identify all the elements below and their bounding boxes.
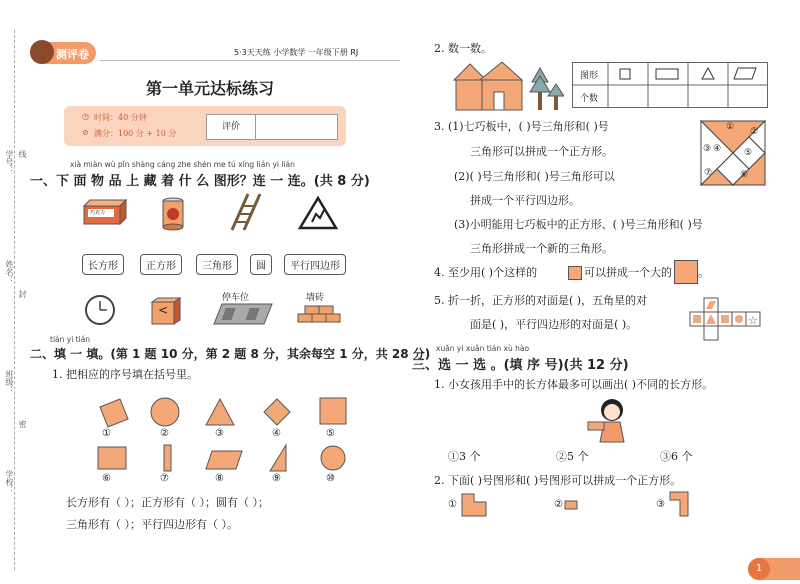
wall-bricks-icon xyxy=(296,302,344,324)
fill-line-1[interactable]: 长方形有（ ）；正方形有（ ）；圆有（ ）； xyxy=(66,496,269,509)
badge xyxy=(30,42,96,64)
s1-pinyin: xià miàn wù pǐn shàng cáng zhe shén me tú xíng lián yi lián xyxy=(70,160,295,169)
parking-label: 停车位 xyxy=(222,293,250,303)
q4-text-b: 可以拼成一个大的 xyxy=(584,266,672,279)
parking-lot-icon xyxy=(212,302,274,326)
page-title: 第一单元达标练习 xyxy=(146,79,275,98)
q3-line-6: 三角形拼成一个新的三角形。 xyxy=(470,242,613,255)
s3-q1[interactable]: 1. 小女孩用手中的长方体最多可以画出( )不同的长方形。 xyxy=(434,378,714,391)
count-table xyxy=(572,62,768,108)
can-icon xyxy=(160,196,186,232)
wall-brick-label: 墙砖 xyxy=(306,293,325,303)
girl-with-block-icon xyxy=(586,396,632,444)
num-10: ⑩ xyxy=(326,473,335,484)
mascot-icon xyxy=(30,40,54,64)
school-label: 学校： xyxy=(5,470,14,494)
badge-label: 测评卷 xyxy=(56,48,89,61)
tan-3: ③ xyxy=(703,144,712,154)
num-9: ⑨ xyxy=(272,473,281,484)
tan-5: ⑤ xyxy=(744,148,753,158)
label-rectangle[interactable]: 长方形 xyxy=(82,254,124,275)
num-3: ③ xyxy=(215,428,224,439)
s3-q2[interactable]: 2. 下面( )号图形和( )号图形可以拼成一个正方形。 xyxy=(434,474,682,487)
num-7: ⑦ xyxy=(160,473,169,484)
header-rule xyxy=(100,60,400,61)
table-header-count: 个数 xyxy=(580,94,599,104)
cut-mark-2: 封 xyxy=(18,290,27,298)
s2-pinyin: tián yi tián xyxy=(50,335,91,344)
choice-2-label[interactable]: ② xyxy=(554,499,563,510)
num-5: ⑤ xyxy=(326,428,335,439)
q3-line-4: 拼成一个平行四边形。 xyxy=(470,194,580,207)
q3-line-2: 三角形可以拼成一个正方形。 xyxy=(470,145,613,158)
q3-line-1[interactable]: 3. (1)七巧板中，( )号三角形和( )号 xyxy=(434,120,609,133)
q5-line-2[interactable]: 面是( )，平行四边形的对面是( )。 xyxy=(470,318,638,331)
evaluation-label: 评价 xyxy=(207,115,256,139)
choice-1-label[interactable]: ① xyxy=(448,499,457,510)
chocolate-label: 巧克力 xyxy=(90,210,106,216)
svg-text:☆: ☆ xyxy=(748,314,758,327)
num-2: ② xyxy=(160,428,169,439)
q4-text-a[interactable]: 4. 至少用( )个这样的 xyxy=(434,266,538,279)
s2-q1: 1. 把相应的序号填在括号里。 xyxy=(52,368,198,381)
tan-2: ② xyxy=(750,127,759,137)
full-score: 满分：100 分 + 10 分 xyxy=(94,129,177,138)
q3-line-5[interactable]: (3)小明能用七巧板中的正方形、( )号三角形和( )号 xyxy=(454,218,703,231)
choice-3-label[interactable]: ③ xyxy=(656,499,665,510)
choice-3-shape xyxy=(668,490,690,518)
page-number: 1 xyxy=(748,558,770,580)
tan-6: ⑥ xyxy=(740,170,749,180)
clock-icon: ◷ xyxy=(82,112,89,121)
option-3[interactable]: ③6 个 xyxy=(660,450,693,463)
label-circle[interactable]: 圆 xyxy=(250,254,272,275)
ladder-icon xyxy=(228,192,264,232)
cut-mark-3: 密 xyxy=(18,420,27,428)
q3-line-3[interactable]: (2)( )号三角形和( )号三角形可以 xyxy=(454,170,615,183)
time-limit: 时间：40 分钟 xyxy=(94,113,147,122)
q2-title: 2. 数一数。 xyxy=(434,42,492,55)
cube-net-icon xyxy=(686,296,766,344)
name-label: 姓名： xyxy=(5,260,14,284)
info-box xyxy=(64,106,346,146)
small-square-icon xyxy=(568,266,582,280)
label-triangle[interactable]: 三角形 xyxy=(196,254,238,275)
q4-text-c: 。 xyxy=(698,266,709,279)
large-square-icon xyxy=(674,260,698,284)
section-2-title: 二、填 一 填。(第 1 题 10 分，第 2 题 8 分，其余每空 1 分，共 28 分) xyxy=(30,347,431,361)
series-info: 5·3天天练 小学数学 一年级下册 RJ xyxy=(234,48,359,57)
num-8: ⑧ xyxy=(215,473,224,484)
option-1[interactable]: ①3 个 xyxy=(448,450,481,463)
choice-1-shape xyxy=(460,492,490,518)
section-3-title: 三、选 一 选 。(填 序 号)(共 12 分) xyxy=(412,358,629,373)
section-1-title: 一、下 面 物 品 上 藏 着 什 么 图形？连 一 连。(共 8 分) xyxy=(30,174,370,189)
fill-line-2[interactable]: 三角形有（ ）；平行四边形有（ ）。 xyxy=(66,518,238,531)
q5-line-1[interactable]: 5. 折一折，正方形的对面是( )，五角星的对 xyxy=(434,294,648,307)
num-1: ① xyxy=(102,428,111,439)
shapes-1-10 xyxy=(90,395,360,485)
label-parallelogram[interactable]: 平行四边形 xyxy=(284,254,346,275)
option-2[interactable]: ②5 个 xyxy=(556,450,589,463)
table-header-shape: 图形 xyxy=(580,71,599,81)
num-4: ④ xyxy=(272,428,281,439)
cut-mark-1: 线 xyxy=(18,150,27,158)
score-icon: ⊘ xyxy=(82,128,89,137)
s3-pinyin: xuǎn yi xuǎn tián xù hào xyxy=(436,344,530,353)
num-6: ⑥ xyxy=(102,473,111,484)
tan-4: ④ xyxy=(713,144,722,154)
house-and-trees-icon xyxy=(452,62,564,112)
clock-face-icon xyxy=(84,294,116,326)
tan-7: ⑦ xyxy=(704,168,713,178)
evaluation-field[interactable] xyxy=(206,114,338,140)
traffic-sign-icon xyxy=(298,196,338,230)
cube-mark: < xyxy=(158,303,169,317)
class-label: 班级： xyxy=(5,370,14,394)
tan-1: ① xyxy=(726,122,735,132)
student-number-label: 学号： xyxy=(5,150,14,174)
choice-2-shape xyxy=(564,500,578,510)
label-square[interactable]: 正方形 xyxy=(140,254,182,275)
